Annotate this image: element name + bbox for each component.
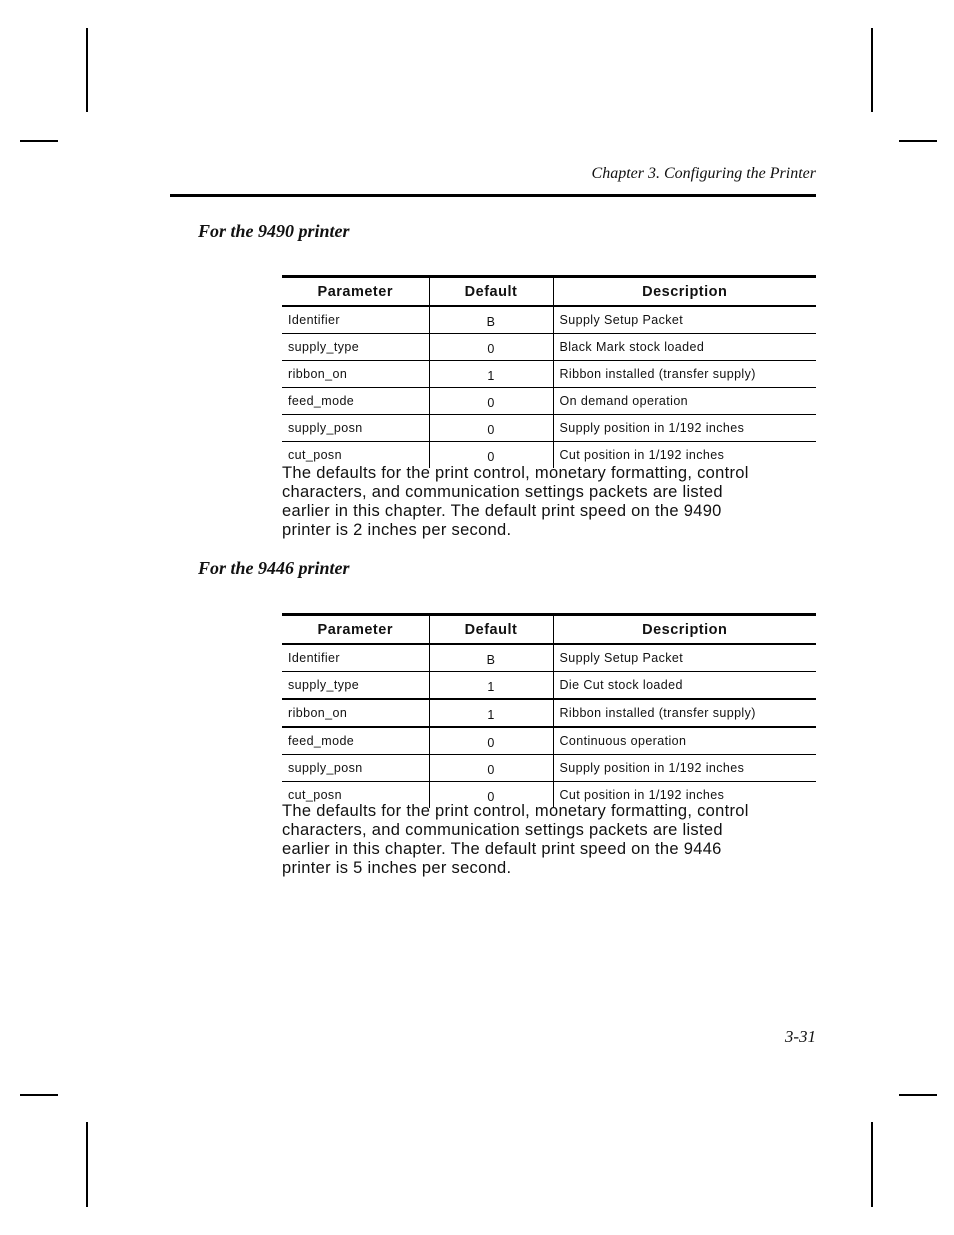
parameter-cell: supply_type [282, 334, 429, 361]
crop-mark [871, 1122, 873, 1207]
description-cell: Supply Setup Packet [553, 644, 816, 672]
paragraph-line: printer is 5 inches per second. [282, 859, 512, 877]
column-header-description: Description [553, 615, 816, 645]
description-cell: Cut position in 1/192 inches [553, 782, 816, 809]
paragraph-line: earlier in this chapter. The default print speed on the 9490 [282, 502, 722, 520]
parameter-cell: Identifier [282, 306, 429, 334]
parameter-cell: Identifier [282, 644, 429, 672]
parameter-table-9490 [282, 275, 816, 468]
default-cell: 0 [429, 334, 553, 361]
default-cell: B [429, 306, 553, 334]
parameter-cell: ribbon_on [282, 699, 429, 727]
table-header-row [282, 277, 816, 307]
table-row [282, 334, 816, 361]
table-row [282, 306, 816, 334]
paragraph-line: characters, and communication settings packets are listed [282, 821, 723, 839]
default-cell: 0 [429, 782, 553, 809]
table-row [282, 699, 816, 727]
paragraph-line: The defaults for the print control, monetary formatting, control [282, 802, 749, 820]
column-header-default: Default [429, 615, 553, 645]
table-row [282, 388, 816, 415]
default-cell: 0 [429, 442, 553, 469]
description-cell: Supply Setup Packet [553, 306, 816, 334]
default-cell: B [429, 644, 553, 672]
crop-mark [871, 28, 873, 112]
description-cell: Cut position in 1/192 inches [553, 442, 816, 469]
description-cell: Supply position in 1/192 inches [553, 755, 816, 782]
paragraph-line: printer is 2 inches per second. [282, 521, 512, 539]
description-cell: Ribbon installed (transfer supply) [553, 361, 816, 388]
column-header-parameter: Parameter [317, 621, 393, 638]
table-row [282, 672, 816, 700]
default-cell: 0 [429, 755, 553, 782]
section-title-9446: For the 9446 printer [198, 558, 350, 578]
header-rule [170, 194, 816, 197]
crop-mark [20, 140, 58, 142]
parameter-cell: ribbon_on [282, 361, 429, 388]
table-row [282, 361, 816, 388]
parameter-cell: cut_posn [288, 788, 342, 802]
body-paragraph-9490 [282, 464, 822, 540]
column-header-default: Default [429, 277, 553, 307]
description-cell: Ribbon installed (transfer supply) [553, 699, 816, 727]
table-row [282, 727, 816, 755]
table-header-row [282, 615, 816, 645]
page-number: 3-31 [784, 1027, 816, 1046]
parameter-cell: cut_posn [288, 448, 342, 462]
default-cell: 0 [429, 727, 553, 755]
crop-mark [899, 1094, 937, 1096]
crop-mark [86, 1122, 88, 1207]
body-paragraph-9446 [282, 802, 822, 878]
default-cell: 1 [429, 672, 553, 700]
section-title-9490: For the 9490 printer [198, 221, 350, 241]
table-row [282, 755, 816, 782]
column-header-description: Description [553, 277, 816, 307]
parameter-cell: feed_mode [282, 388, 429, 415]
parameter-cell: supply_type [282, 672, 429, 700]
description-cell: Supply position in 1/192 inches [553, 415, 816, 442]
paragraph-line: The defaults for the print control, monetary formatting, control [282, 464, 749, 482]
paragraph-line: earlier in this chapter. The default print speed on the 9446 [282, 840, 722, 858]
default-cell: 1 [429, 361, 553, 388]
description-cell: Black Mark stock loaded [553, 334, 816, 361]
parameter-table-9446 [282, 613, 816, 808]
default-cell: 0 [429, 388, 553, 415]
paragraph-line: characters, and communication settings packets are listed [282, 483, 723, 501]
table-row [282, 415, 816, 442]
crop-mark [20, 1094, 58, 1096]
parameter-cell: supply_posn [282, 755, 429, 782]
table-row [282, 644, 816, 672]
parameter-cell: supply_posn [282, 415, 429, 442]
crop-mark [899, 140, 937, 142]
description-cell: Continuous operation [553, 727, 816, 755]
description-cell: Die Cut stock loaded [553, 672, 816, 700]
column-header-parameter: Parameter [317, 283, 393, 300]
parameter-cell: feed_mode [282, 727, 429, 755]
running-head: Chapter 3. Configuring the Printer [591, 165, 816, 182]
description-cell: On demand operation [553, 388, 816, 415]
crop-mark [86, 28, 88, 112]
default-cell: 1 [429, 699, 553, 727]
default-cell: 0 [429, 415, 553, 442]
